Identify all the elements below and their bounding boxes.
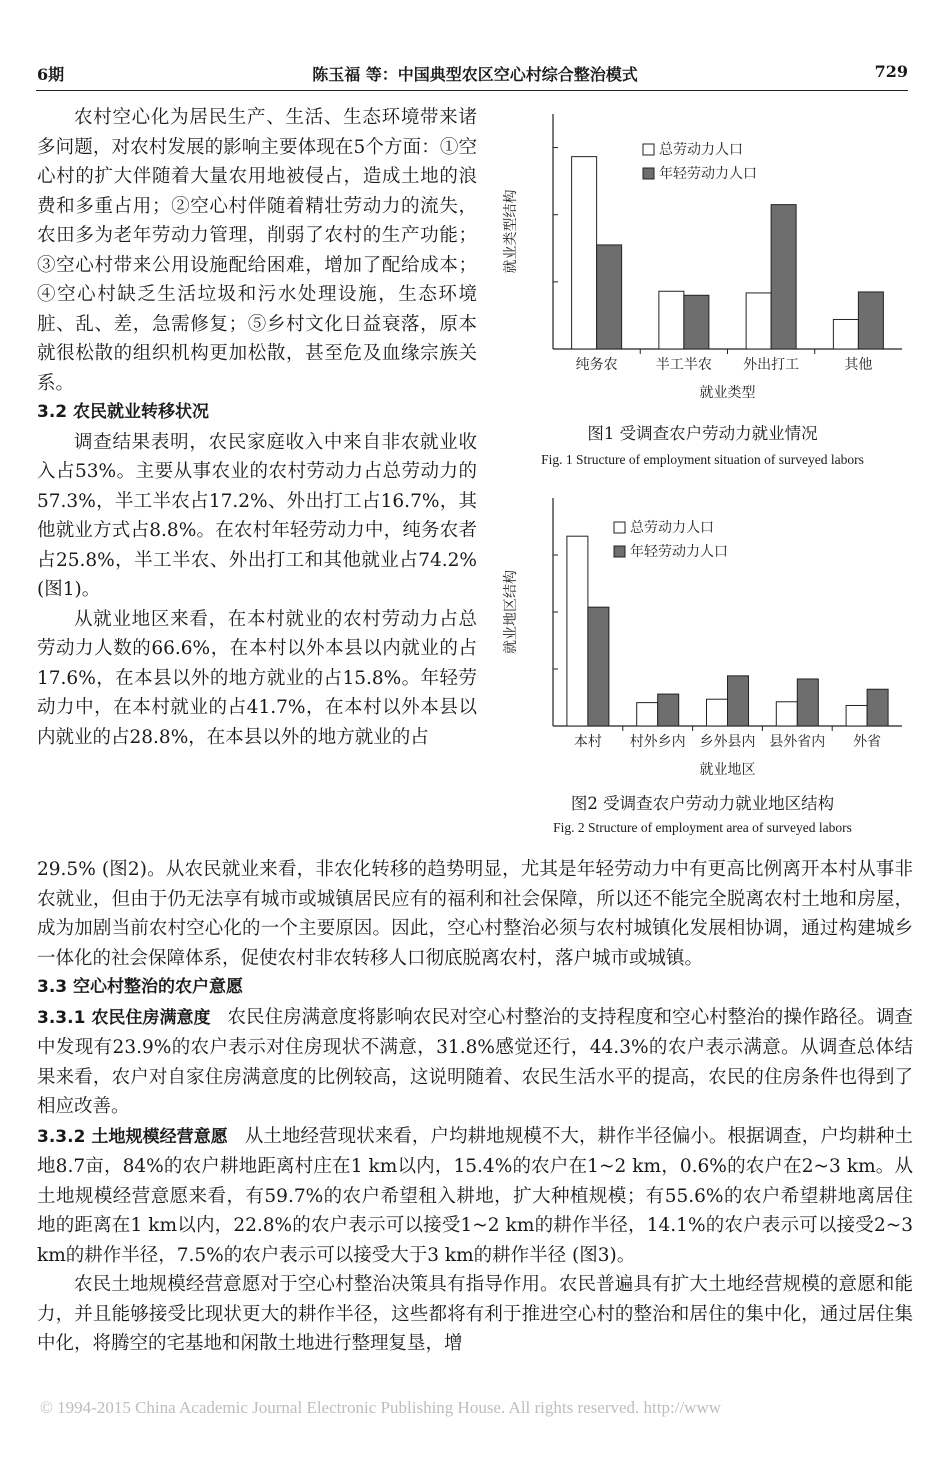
figure-1-chart — [490, 104, 915, 414]
bar-young-5 — [867, 689, 888, 726]
x-axis-label: 就业类型 — [699, 385, 756, 401]
legend-label-total: 总劳动力人口 — [659, 142, 743, 158]
bar-total-5 — [846, 705, 867, 726]
figure-1-caption-zh: 图1 受调查农户劳动力就业情况 — [587, 424, 818, 443]
legend-swatch-total — [643, 144, 654, 155]
legend-swatch-young — [643, 168, 654, 179]
legend-label-young: 年轻劳动力人口 — [659, 166, 757, 182]
paragraph-land-intent: 农民土地规模经营意愿对于空心村整治决策具有指导作用。农民普遍具有扩大土地经营规模的意愿和能力，并且能够接受比现状更大的耕作半径，这些都将有利于推进空心村的整治和居住的集中化，通过居住集中化，将腾空的宅基地和闲散土地进行整理复垦，增 — [37, 1274, 913, 1354]
x-tick-label: 县外省内 — [769, 734, 826, 750]
paragraph-employment-type: 调查结果表明，农民家庭收入中来自非农就业收入占53%。主要从事农业的农村劳动力占总劳动力的57.3%，半工半农占17.2%、外出打工占16.7%，其他就业方式占8.8%。在农村年轻劳动力中，纯务农者占25.8%，半工半农、外出打工和其他就业占74.2% (图1)。 — [37, 431, 477, 600]
bar-young-1 — [588, 607, 609, 726]
subsection-heading-3-3-2: 3.3.2 土地规模经营意愿 — [37, 1126, 228, 1147]
paragraph-housing-satisfaction: 农民住房满意度将影响农民对空心村整治的支持程度和空心村整治的操作路径。调查中发现有23.9%的农户表示对住房现状不满意，31.8%感觉还行，44.3%的农户表示满意。从调查总体结果来看，农户对自家住房满意度的比例较高，这说明随着、农民生活水平的提高，农民的住房条件也得到了相应改善。 — [37, 1006, 913, 1117]
paragraph-employment-area-continued: 29.5% (图2)。从农民就业来看，非农化转移的趋势明显，尤其是年轻劳动力中有更高比例离开本村从事非农就业，但由于仍无法享有城市或城镇居民应有的福利和社会保障，所以还不能完全脱离农村土地和房屋，成为加剧当前农村空心化的一个主要原因。因此，空心村整治必须与农村城镇化发展相协调，通过构建城乡一体化的社会保障体系，促使农村非农转移人口彻底脱离农村，落户城市或城镇。 — [37, 859, 913, 969]
page-number: 729 — [874, 62, 908, 81]
bar-total-1 — [567, 536, 588, 726]
paragraph-employment-area: 从就业地区来看，在本村就业的农村劳动力占总劳动力人数的66.6%，在本村以外本县以内就业的占17.6%，在本县以外的地方就业的占15.8%。年轻劳动力中，在本村就业的占41.7%，在本村以外本县以内就业的占28.8%，在本县以外的地方就业的占 — [37, 608, 477, 748]
legend-swatch-total — [614, 522, 625, 533]
bar-total-2 — [637, 703, 658, 726]
legend-swatch-young — [614, 546, 625, 557]
copyright-watermark: © 1994-2015 China Academic Journal Electronic Publishing House. All rights reserved. http://www — [40, 1398, 722, 1417]
x-tick-label: 纯务农 — [575, 357, 618, 373]
header-rule — [36, 90, 908, 91]
figure-1 — [490, 104, 915, 474]
figure-1-caption-en: Fig. 1 Structure of employment situation of surveyed labors — [541, 452, 864, 467]
full-width-text — [37, 855, 913, 1359]
subsection-heading-3-3-1: 3.3.1 农民住房满意度 — [37, 1007, 211, 1028]
figure-2-caption-en: Fig. 2 Structure of employment area of surveyed labors — [553, 820, 852, 835]
figure-2 — [490, 488, 915, 843]
paragraph-hollowing-problems: 农村空心化为居民生产、生活、生态环境带来诸多问题，对农村发展的影响主要体现在5个方面：①空心村的扩大伴随着大量农用地被侵占，造成土地的浪费和多重占用；②空心村伴随着精壮劳动力的流失，农田多为老年劳动力管理，削弱了农村的生产功能；③空心村带来公用设施配给困难，增加了配给成本；④空心村缺乏生活垃圾和污水处理设施，生态环境脏、乱、差，急需修复；⑤乡村文化日益衰落，原本就很松散的组织机构更加松散，甚至危及血缘宗族关系。 — [37, 107, 477, 394]
bar-young-2 — [658, 694, 679, 726]
running-title: 陈玉福 等：中国典型农区空心村综合整治模式 — [312, 65, 638, 84]
x-tick-label: 本村 — [573, 734, 602, 750]
bar-young-3 — [728, 676, 749, 726]
x-tick-label: 乡外县内 — [699, 734, 756, 750]
x-tick-label: 其他 — [844, 357, 873, 373]
bar-young-1 — [597, 245, 622, 349]
x-tick-label: 外出打工 — [743, 357, 800, 373]
bar-total-3 — [746, 293, 771, 349]
section-heading-3-3: 3.3 空心村整治的农户意愿 — [37, 977, 244, 997]
legend-label-total: 总劳动力人口 — [630, 520, 714, 536]
bar-young-4 — [797, 679, 818, 726]
bar-total-4 — [833, 319, 858, 349]
bar-total-4 — [776, 702, 797, 726]
legend-label-young: 年轻劳动力人口 — [630, 544, 728, 560]
y-axis-label: 就业类型结构 — [503, 189, 519, 274]
bar-young-3 — [771, 205, 796, 349]
bar-total-1 — [572, 157, 597, 349]
bar-total-3 — [707, 699, 728, 726]
section-heading-3-2: 3.2 农民就业转移状况 — [37, 402, 210, 422]
left-column — [37, 103, 477, 752]
bar-total-2 — [659, 291, 684, 349]
x-tick-label: 村外乡内 — [629, 734, 686, 750]
figure-2-chart — [490, 488, 915, 784]
bar-young-2 — [684, 295, 709, 349]
x-tick-label: 半工半农 — [655, 357, 712, 373]
bar-young-4 — [858, 292, 883, 349]
paragraph-land-scale: 从土地经营现状来看，户均耕地规模不大，耕作半径偏小。根据调查，户均耕种土地8.7亩，84%的农户耕地距离村庄在1 km以内，15.4%的农户在1~2 km，0.6%的农户在2~3 km。从土地规模经营意愿来看，有59.7%的农户希望租入耕地，扩大种植规模；有55.6%的农户希望耕地离居住地的距离在1 km以内，22.8%的农户表示可以接受1~2 km的耕作半径，14.1%的农户表示可以接受2~3 km的耕作半径，7.5%的农户表示可以接受大于3 km的耕作半径 (图3)。 — [37, 1125, 913, 1266]
issue-label: 6期 — [37, 65, 65, 84]
y-axis-label: 就业地区结构 — [503, 570, 519, 654]
figure-2-caption-zh: 图2 受调查农户劳动力就业地区结构 — [570, 794, 835, 813]
x-axis-label: 就业地区 — [699, 762, 756, 778]
x-tick-label: 外省 — [853, 734, 882, 750]
